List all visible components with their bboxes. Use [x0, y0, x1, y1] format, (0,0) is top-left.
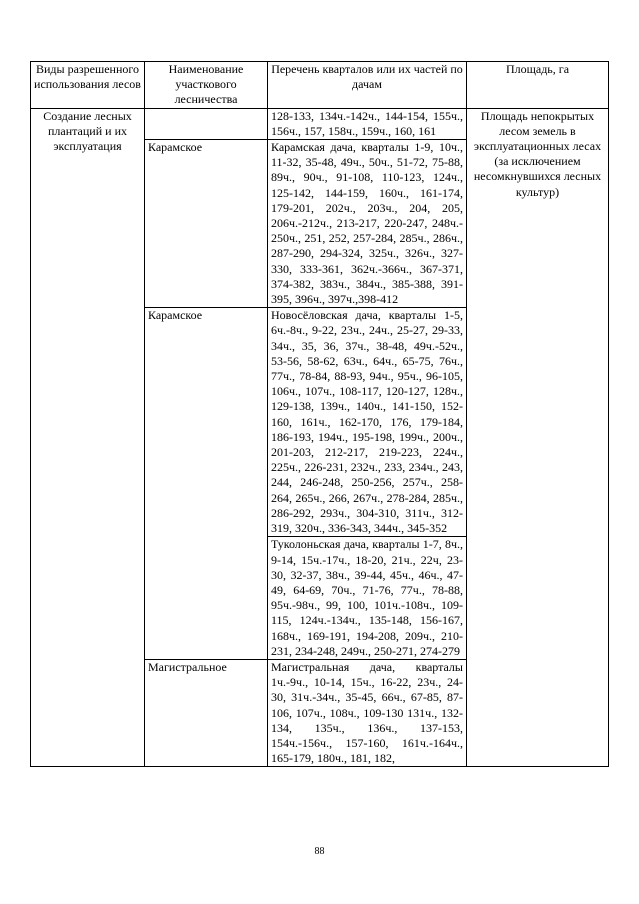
header-use-type: Виды разрешенного использования лесов: [31, 62, 145, 109]
table-header-row: [31, 62, 609, 109]
use-type-cell: Создание лесных плантаций и их эксплуатация: [31, 108, 145, 767]
blocks-cell: Карамская дача, кварталы 1-9, 10ч., 11-32, 35-48, 49ч., 50ч., 51-72, 75-88, 89ч., 90ч., 91-108, 110-123, 124ч., 125-142, 144-159, 160ч., 161-174, 179-201, 202ч., 203ч., 204, 205, 206ч.-212ч., 213-217, 220-247, 248ч.- 250ч., 251, 252, 257-284, 285ч., 286ч., 287-290, 294-324, 325ч., 326ч., 327-330, 333-361, 362ч.-366ч., 367-371, 374-382, 383ч., 384ч., 385-388, 391-395, 396ч., 397ч.,398-412: [268, 140, 467, 308]
header-blocks: Перечень кварталов или их частей по дачам: [268, 62, 467, 109]
forestry-cell: Магистральное: [145, 659, 268, 766]
blocks-cell: 128-133, 134ч.-142ч., 144-154, 155ч., 156ч., 157, 158ч., 159ч., 160, 161: [268, 108, 467, 139]
forestry-cell: [145, 108, 268, 139]
forest-use-table: [30, 61, 609, 767]
forestry-cell: Карамское: [145, 308, 268, 660]
blocks-cell: Новосёловская дача, кварталы 1-5, 6ч.-8ч., 9-22, 23ч., 24ч., 25-27, 29-33, 34ч., 35, 36, 37ч., 38-48, 49ч.-52ч., 53-56, 58-62, 63ч., 64ч., 65-75, 76ч., 77ч., 78-84, 88-93, 94ч., 95ч., 96-105, 106ч., 107ч., 108-117, 120-127, 128ч., 129-138, 139ч., 140ч., 141-150, 152-160, 161ч., 162-170, 176, 179-184, 186-193, 194ч., 195-198, 199ч., 200ч., 201-203, 212-217, 219-223, 224ч., 225ч., 226-231, 232ч., 233, 234ч., 243, 244, 246-248, 250-256, 257ч., 258-264, 265ч., 266, 267ч., 278-284, 285ч., 286-292, 293ч., 304-310, 311ч., 312-319, 320ч., 336-343, 344ч., 345-352: [268, 308, 467, 537]
header-forestry: Наименование участкового лесничества: [145, 62, 268, 109]
blocks-cell: Магистральная дача, кварталы 1ч.-9ч., 10-14, 15ч., 16-22, 23ч., 24-30, 31ч.-34ч., 35-45, 66ч., 67-85, 87-106, 107ч., 108ч., 109-130 131ч., 132-134, 135ч., 136ч., 137-153, 154ч.-156ч., 157-160, 161ч.-164ч., 165-179, 180ч., 181, 182,: [268, 659, 467, 766]
table-row: [31, 108, 609, 139]
forestry-cell: Карамское: [145, 140, 268, 308]
header-area: Площадь, га: [467, 62, 609, 109]
blocks-cell: Туколоньская дача, кварталы 1-7, 8ч., 9-14, 15ч.-17ч., 18-20, 21ч., 22ч, 23-30, 32-37, 38ч., 39-44, 45ч., 46ч., 47-49, 64-69, 70ч., 71-76, 77ч., 78-88, 95ч.-98ч., 99, 100, 101ч.-108ч., 109-115, 124ч.-134ч., 135-148, 156-167, 168ч., 169-191, 194-208, 209ч., 210-231, 234-248, 249ч., 250-271, 274-279: [268, 537, 467, 660]
page-number: 88: [314, 846, 325, 857]
area-cell: Площадь непокрытых лесом земель в эксплуатационных лесах (за исключением несомкнувшихся лесных культур): [467, 108, 609, 767]
